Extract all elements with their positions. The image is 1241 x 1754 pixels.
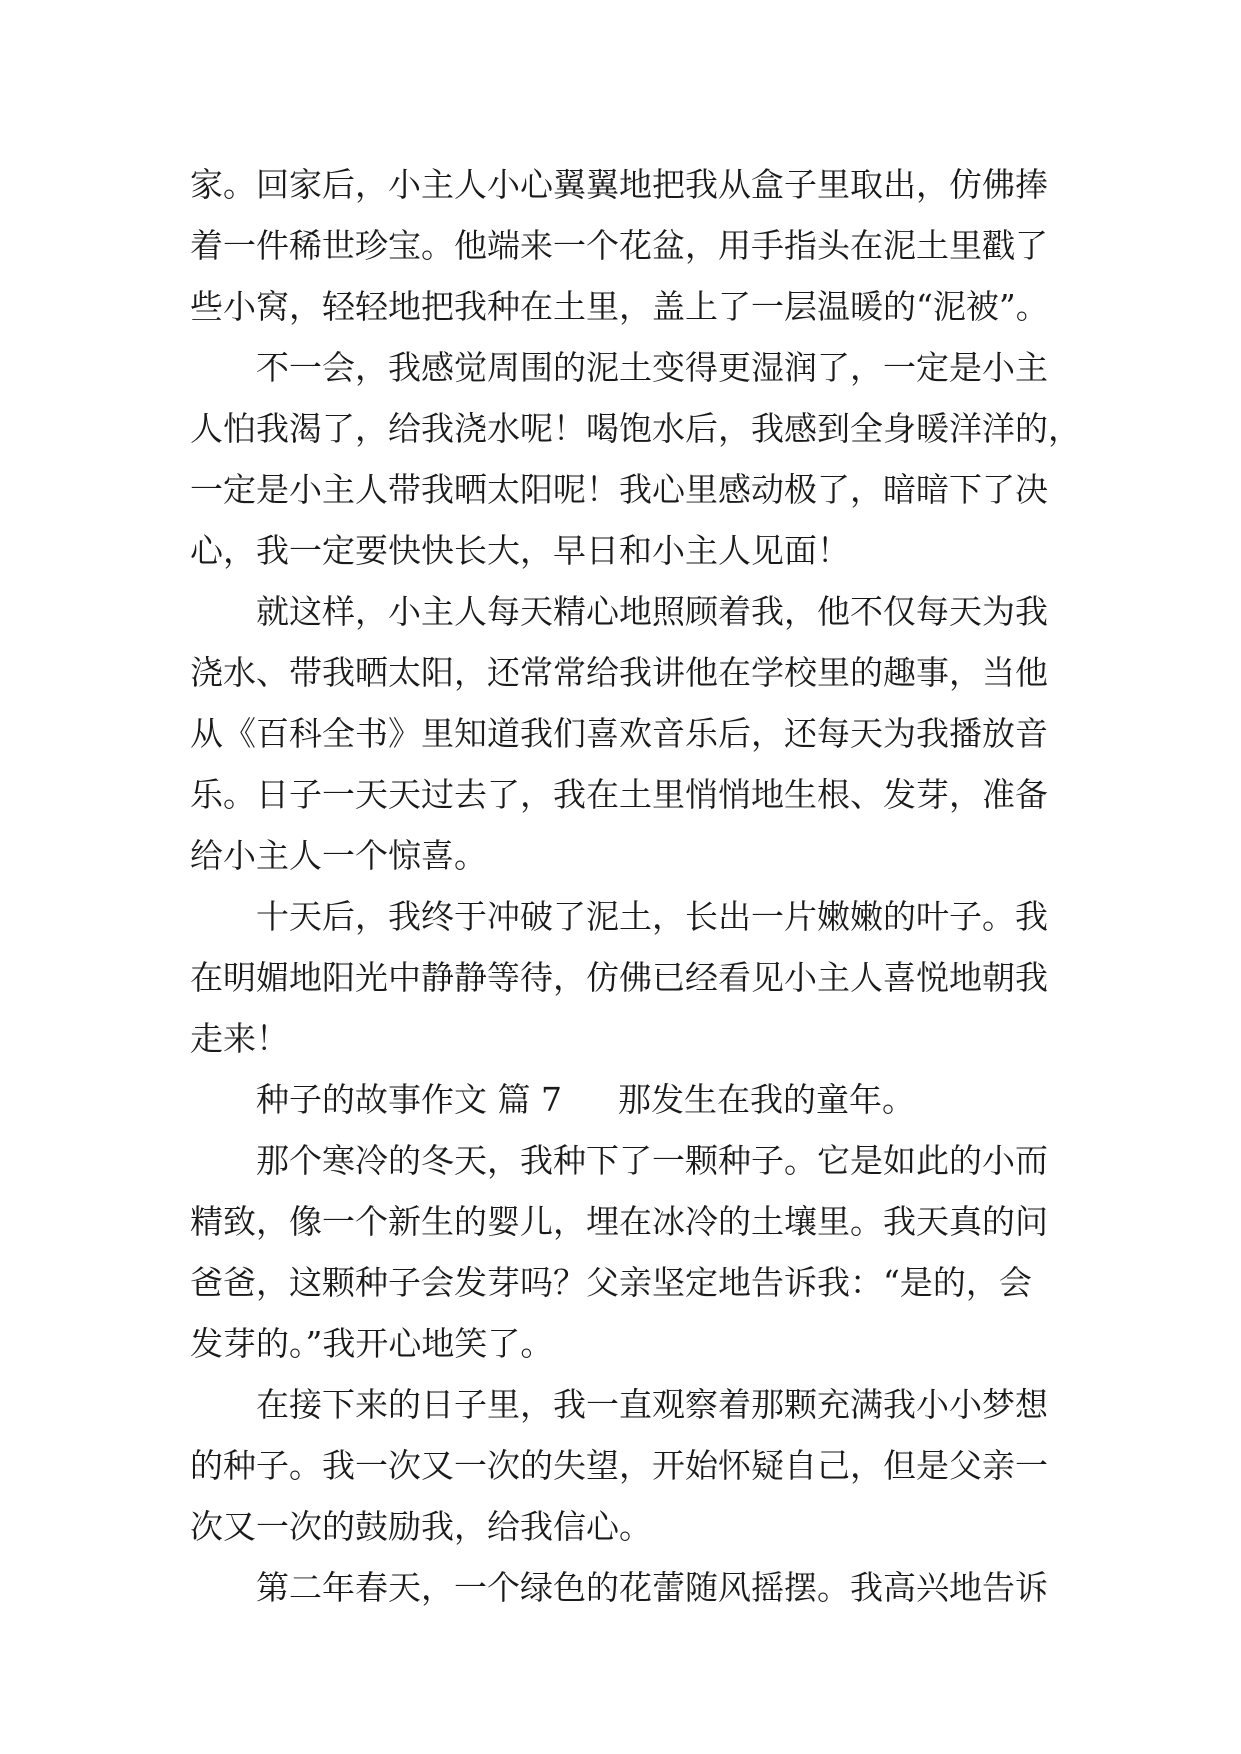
text-line: 乐。日子一天天过去了，我在土里悄悄地生根、发芽，准备 [190,775,1048,814]
text-line: 精致，像一个新生的婴儿，埋在冰冷的土壤里。我天真的问 [190,1202,1048,1241]
text-line: 不一会，我感觉周围的泥土变得更湿润了，一定是小主 [256,348,1048,387]
text-line: 就这样，小主人每天精心地照顾着我，他不仅每天为我 [256,592,1048,631]
text-line: 给小主人一个惊喜。 [190,836,487,875]
text-line: 第二年春天，一个绿色的花蕾随风摇摆。我高兴地告诉 [256,1568,1048,1607]
text-line: 心，我一定要快快长大，早日和小主人见面！ [190,531,850,570]
text-line: 发芽的。”我开心地笑了。 [190,1324,554,1363]
text-line: 些小窝，轻轻地把我种在土里，盖上了一层温暖的“泥被”。 [190,287,1049,326]
text-line: 家。回家后，小主人小心翼翼地把我从盒子里取出，仿佛捧 [190,165,1048,204]
section-heading-subtitle: 那发生在我的童年。 [617,1080,915,1119]
section-heading [256,1070,915,1130]
text-line: 十天后，我终于冲破了泥土，长出一片嫩嫩的叶子。我 [256,897,1048,936]
text-line: 一定是小主人带我晒太阳呢！我心里感动极了，暗暗下了决 [190,470,1048,509]
text-line: 走来！ [190,1019,289,1058]
text-line: 那个寒冷的冬天，我种下了一颗种子。它是如此的小而 [256,1141,1048,1180]
text-line: 爸爸，这颗种子会发芽吗？父亲坚定地告诉我：“是的，会 [190,1263,1032,1302]
text-line: 次又一次的鼓励我，给我信心。 [190,1507,652,1546]
section-heading-title: 种子的故事作文 篇 7 [256,1080,562,1119]
text-line: 从《百科全书》里知道我们喜欢音乐后，还每天为我播放音 [190,714,1048,753]
text-line: 的种子。我一次又一次的失望，开始怀疑自己，但是父亲一 [190,1446,1048,1485]
text-line: 在明媚地阳光中静静等待，仿佛已经看见小主人喜悦地朝我 [190,958,1048,997]
text-line: 浇水、带我晒太阳，还常常给我讲他在学校里的趣事，当他 [190,653,1048,692]
text-line: 人怕我渴了，给我浇水呢！喝饱水后，我感到全身暖洋洋的， [190,409,1081,448]
text-line: 着一件稀世珍宝。他端来一个花盆，用手指头在泥土里戳了 [190,226,1048,265]
text-line: 在接下来的日子里，我一直观察着那颗充满我小小梦想 [256,1385,1048,1424]
